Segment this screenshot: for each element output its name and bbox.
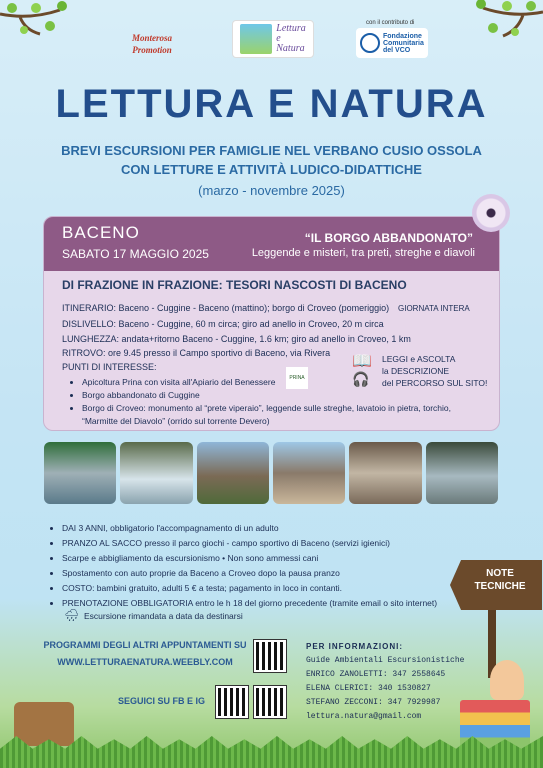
monterosa-logo: Monterosa Promotion	[131, 33, 172, 55]
logo-line-1: Lettura	[276, 23, 306, 34]
listen-description-link[interactable]	[382, 353, 487, 389]
list-item: • Spostamento con auto proprie da Baceno a Croveo dopo la pausa pranzo	[62, 566, 437, 581]
programs-label: PROGRAMMI DEGLI ALTRI APPUNTAMENTI SU	[43, 640, 247, 650]
photo-strip	[44, 442, 498, 504]
anemone-flower-icon	[472, 194, 510, 232]
social-label: SEGUICI SU FB E IG	[118, 696, 206, 706]
logo-line-2: e	[276, 33, 281, 44]
qr-code-instagram-icon[interactable]	[254, 686, 286, 718]
meeting-point: RITROVO: ore 9.45 presso il Campo sportivo di Baceno, via Rivera	[62, 348, 331, 358]
points-title: PUNTI DI INTERESSE:	[62, 362, 157, 372]
event-panel	[43, 216, 500, 431]
tree-branch-left-icon	[0, 0, 90, 60]
lettura-natura-logo	[232, 20, 314, 58]
info-list	[62, 521, 437, 611]
list-item: • Borgo di Croveo: monumento al “prete viperaio”, leggende sulle streghe, lavatoio in pietra, torchio,	[82, 402, 451, 415]
contacts-title: PER INFORMAZIONI:	[306, 642, 403, 651]
rain-note: Escursione rimandata a data da destinarsi	[84, 611, 243, 621]
qr-code-icon[interactable]	[254, 640, 286, 672]
page-title: LETTURA E NATURA	[55, 82, 488, 126]
listen-line-1: LEGGI e ASCOLTA	[382, 354, 456, 364]
event-header	[44, 217, 499, 271]
period: (marzo - novembre 2025)	[198, 183, 345, 198]
subtitle-line-1: BREVI ESCURSIONI PER FAMIGLIE NEL VERBANO CUSIO OSSOLA	[61, 143, 482, 158]
length: LUNGHEZZA: andata+ritorno Baceno - Cuggine, 1.6 km; giro ad anello in Croveo, 1 km	[62, 334, 411, 344]
contact-line: ENRICO ZANOLETTI: 347 2558645	[306, 670, 446, 679]
list-item: • PRENOTAZIONE OBBLIGATORIA entro le h 18 del giorno precedente (tramite email o sito internet)	[62, 596, 437, 611]
contribution-label: con il contributo di	[366, 20, 415, 26]
child-illustration-icon	[490, 660, 524, 700]
list-item: • DAI 3 ANNI, obbligatorio l'accompagnamento di un adulto	[62, 521, 437, 536]
photo-monument	[273, 442, 345, 504]
listen-line-3: del PERCORSO SUL SITO!	[382, 378, 488, 388]
list-item: • Borgo abbandonato di Cuggine	[82, 389, 451, 402]
logo-line-3: Natura	[276, 43, 305, 54]
qr-code-facebook-icon[interactable]	[216, 686, 248, 718]
contacts	[306, 640, 464, 724]
tree-branch-right-icon	[453, 0, 543, 60]
list-item: • COSTO: bambini gratuito, adulti 5 € a testa; pagamento in loco in contanti.	[62, 581, 437, 596]
headphones-icon: 🎧	[352, 371, 370, 387]
photo-beehives	[44, 442, 116, 504]
logo-image-icon	[240, 24, 272, 54]
itinerary: ITINERARIO: Baceno - Cuggine - Baceno (mattino); borgo di Croveo (pomeriggio)	[62, 303, 390, 313]
contact-line: ELENA CLERICI: 340 1530827	[306, 684, 431, 693]
elevation: DISLIVELLO: Baceno - Cuggine, 60 m circa; giro ad anello in Croveo, 20 m circa	[62, 319, 384, 329]
prina-logo: PRINA	[286, 367, 308, 389]
list-item: • Scarpe e abbigliamento da escursionismo • Non sono ammessi cani	[62, 551, 437, 566]
photo-gorge	[426, 442, 498, 504]
contact-line: STEFANO ZECCONI: 347 7929987	[306, 698, 441, 707]
website-link[interactable]: WWW.LETTURAENATURA.WEEBLY.COM	[57, 657, 233, 667]
list-item: • PRANZO AL SACCO presso il parco giochi - campo sportivo di Baceno (servizi igienici)	[62, 536, 437, 551]
book-icon: 📖	[352, 353, 372, 370]
sign-label: NOTE TECNICHE	[474, 568, 526, 592]
listen-line-2: la DESCRIZIONE	[382, 366, 450, 376]
rain-cloud-icon: 🌧	[64, 608, 80, 622]
event-place: BACENO	[62, 223, 140, 242]
list-item: • Apicoltura Prina con visita all'Apiario del Benessere	[82, 376, 451, 389]
event-intro: DI FRAZIONE IN FRAZIONE: TESORI NASCOSTI DI BACENO	[62, 278, 407, 292]
event-date: SABATO 17 MAGGIO 2025	[62, 247, 209, 261]
full-day-badge: GIORNATA INTERA	[398, 304, 470, 313]
event-title: “IL BORGO ABBANDONATO”	[304, 231, 473, 245]
fondazione-name: Fondazione Comunitaria del VCO	[383, 32, 424, 54]
fondazione-logo	[356, 28, 428, 58]
photo-village	[197, 442, 269, 504]
subtitle-line-2: CON LETTURE E ATTIVITÀ LUDICO-DIDATTICHE	[121, 162, 422, 177]
email-link[interactable]: lettura.natura@gmail.com	[306, 712, 422, 721]
photo-waterfall	[120, 442, 192, 504]
tree-stump-icon	[14, 702, 74, 746]
photo-press	[349, 442, 421, 504]
list-item: “Marmitte del Diavolo” (orrido sul torrente Devero)	[82, 416, 270, 426]
event-subtitle: Leggende e misteri, tra preti, streghe e diavoli	[251, 247, 475, 259]
logo-text	[276, 24, 305, 54]
fondazione-emblem-icon	[360, 33, 380, 53]
contact-line: Guide Ambientali Escursionistiche	[306, 656, 465, 665]
